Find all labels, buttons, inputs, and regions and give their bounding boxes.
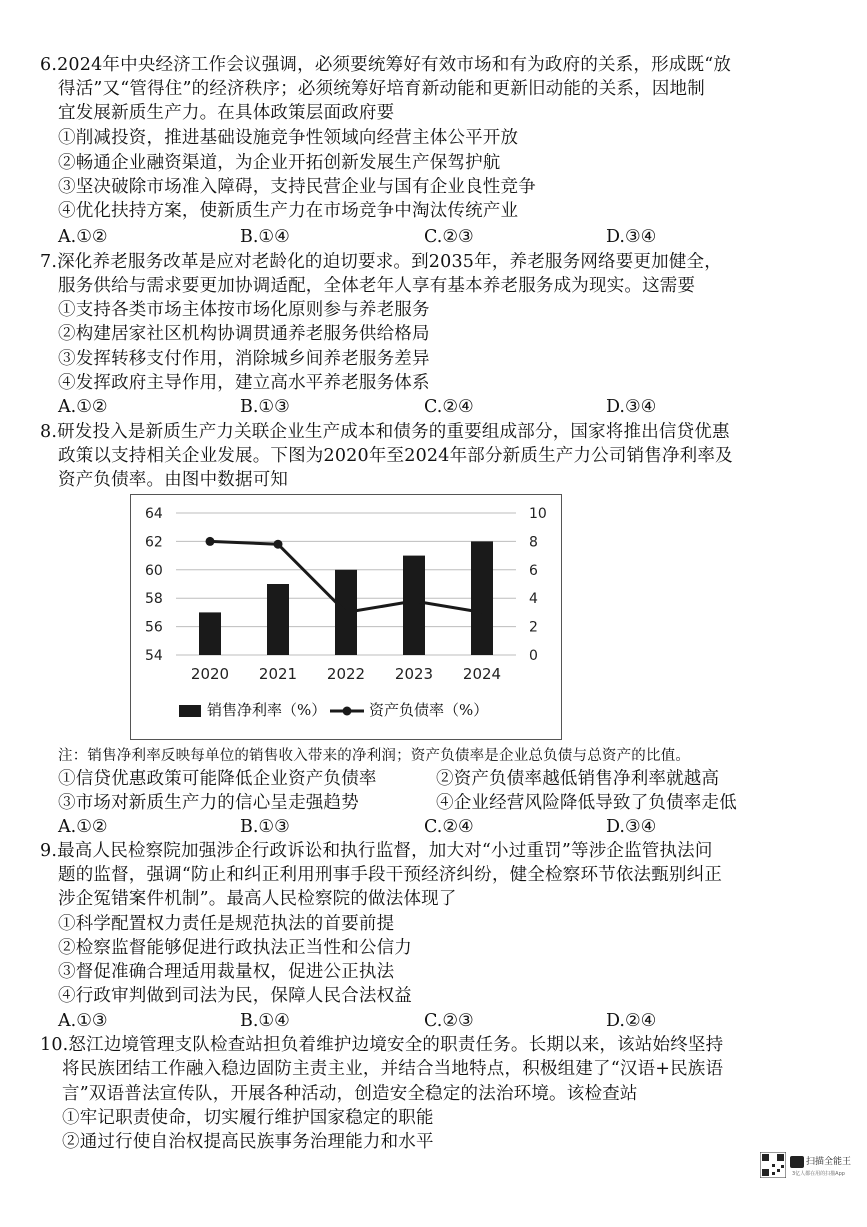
bar-2023	[403, 556, 425, 655]
right-axis-tick-label: 4	[529, 591, 538, 608]
q6-line: 宜发展新质生产力。在具体政策层面政府要	[58, 103, 395, 123]
left-axis-tick-label: 54	[145, 648, 163, 664]
legend-bar-swatch	[179, 705, 201, 717]
scanner-logo-icon	[790, 1156, 804, 1168]
x-axis-tick-label: 2021	[258, 665, 298, 683]
q6-line: ②畅通企业融资渠道，为企业开拓创新发展生产保驾护航	[58, 153, 501, 173]
scanner-app-slogan: 3亿人都在用的扫描App	[792, 1171, 845, 1177]
x-axis-tick-label: 2022	[326, 665, 366, 683]
q7-line: ①支持各类市场主体按市场化原则参与养老服务	[58, 300, 430, 320]
q8-statement: ④企业经营风险降低导致了负债率走低	[436, 793, 737, 813]
q8-option-c: C.②④	[424, 817, 474, 837]
q7-line: ④发挥政府主导作用，建立高水平养老服务体系	[58, 373, 430, 393]
q10-line: ②通过行使自治权提高民族事务治理能力和水平	[62, 1132, 434, 1152]
chart-panel	[130, 494, 562, 740]
q8-statement: ③市场对新质生产力的信心呈走强趋势	[58, 793, 359, 813]
left-axis-tick-label: 62	[145, 534, 163, 551]
q6-line: 得活”又“管得住”的经济秩序；必须统筹好培育新动能和更新旧动能的关系，因地制	[58, 79, 705, 99]
q8-line: 资产负债率。由图中数据可知	[58, 470, 289, 490]
q8-note: 注：销售净利率反映每单位的销售收入带来的净利润；资产负债率是企业总负债与总资产的比值。	[58, 748, 691, 764]
q9-line: 涉企冤错案件机制”。最高人民检察院的做法体现了	[58, 889, 457, 909]
q9-option-a: A.①③	[58, 1011, 108, 1031]
q6-line: ④优化扶持方案，使新质生产力在市场竞争中淘汰传统产业	[58, 201, 519, 221]
q9-line: 9.最高人民检察院加强涉企行政诉讼和执行监督，加大对“小过重罚”等涉企监管执法问	[40, 841, 713, 861]
q7-line: 7.深化养老服务改革是应对老龄化的迫切要求。到2035年，养老服务网络要更加健全，	[40, 252, 722, 272]
left-axis-tick-label: 56	[145, 619, 163, 636]
q8-option-a: A.①②	[58, 817, 108, 837]
q8-option-d: D.③④	[606, 817, 657, 837]
right-axis-tick-label: 6	[529, 562, 538, 579]
q9-line: ④行政审判做到司法为民，保障人民合法权益	[58, 986, 412, 1006]
q6-option-c: C.②③	[424, 227, 474, 247]
left-axis-tick-label: 60	[145, 562, 163, 579]
q8-statement: ①信贷优惠政策可能降低企业资产负债率	[58, 769, 377, 789]
q7-option-b: B.①③	[240, 397, 290, 417]
q6-option-d: D.③④	[606, 227, 657, 247]
q10-line: 10.怒江边境管理支队检查站担负着维护边境安全的职责任务。长期以来，该站始终坚持	[40, 1035, 724, 1055]
bar-2021	[267, 584, 289, 655]
bar-2024	[471, 541, 493, 655]
q10-line: ①牢记职责使命，切实履行维护国家稳定的职能	[62, 1108, 434, 1128]
q7-line: ③发挥转移支付作用，消除城乡间养老服务差异	[58, 349, 430, 369]
q6-line: ③坚决破除市场准入障碍，支持民营企业与国有企业良性竞争	[58, 177, 536, 197]
x-axis-tick-label: 2023	[394, 665, 434, 683]
bar-2020	[199, 612, 221, 655]
q9-line: ③督促准确合理适用裁量权，促进公正执法	[58, 962, 395, 982]
q9-option-d: D.②④	[606, 1011, 657, 1031]
q9-line: 题的监督，强调“防止和纠正利用刑事手段干预经济纠纷，健全检察环节依法甄别纠正	[58, 865, 723, 885]
q9-line: ②检察监督能够促进行政执法正当性和公信力	[58, 938, 412, 958]
left-axis-tick-label: 58	[145, 591, 163, 608]
q10-line: 言”双语普法宣传队，开展各种活动，创造安全稳定的法治环境。该检查站	[62, 1084, 638, 1104]
legend-label-line: 资产负债率（%）	[369, 701, 489, 719]
x-axis-tick-label: 2020	[190, 665, 230, 683]
q10-line: 将民族团结工作融入稳边固防主责主业，并结合当地特点，积极组建了“汉语+民族语	[62, 1059, 724, 1079]
q9-option-b: B.①④	[240, 1011, 290, 1031]
x-axis-tick-label: 2024	[462, 665, 502, 683]
chart-svg	[131, 495, 561, 739]
left-axis-tick-label: 64	[145, 506, 163, 522]
qr-code-icon	[760, 1152, 786, 1178]
q7-option-c: C.②④	[424, 397, 474, 417]
q8-option-b: B.①③	[240, 817, 290, 837]
q8-line: 政策以支持相关企业发展。下图为2020年至2024年部分新质生产力公司销售净利率及	[58, 446, 733, 466]
scanner-app-name: 扫描全能王	[806, 1157, 852, 1167]
legend-line-swatch	[329, 704, 365, 718]
q9-option-c: C.②③	[424, 1011, 474, 1031]
q7-option-a: A.①②	[58, 397, 108, 417]
q7-line: 服务供给与需求要更加协调适配，全体老年人享有基本养老服务成为现实。这需要	[58, 276, 696, 296]
right-axis-tick-label: 0	[529, 648, 538, 664]
q8-line: 8.研发投入是新质生产力关联企业生产成本和债务的重要组成部分，国家将推出信贷优惠	[40, 422, 730, 442]
legend-label-bar: 销售净利率（%）	[207, 701, 327, 719]
q9-line: ①科学配置权力责任是规范执法的首要前提	[58, 914, 395, 934]
line-point-2021	[274, 540, 283, 549]
q7-option-d: D.③④	[606, 397, 657, 417]
q6-line: 6.2024年中央经济工作会议强调，必须要统筹好有效市场和有为政府的关系，形成既“放	[40, 55, 732, 75]
q6-line: ①削减投资，推进基础设施竞争性领域向经营主体公平开放	[58, 128, 519, 148]
right-axis-tick-label: 10	[529, 506, 547, 522]
q7-line: ②构建居家社区机构协调贯通养老服务供给格局	[58, 324, 430, 344]
line-point-2020	[206, 537, 215, 546]
q8-statement: ②资产负债率越低销售净利率就越高	[436, 769, 720, 789]
right-axis-tick-label: 8	[529, 534, 538, 551]
q6-option-a: A.①②	[58, 227, 108, 247]
right-axis-tick-label: 2	[529, 619, 538, 636]
q6-option-b: B.①④	[240, 227, 290, 247]
